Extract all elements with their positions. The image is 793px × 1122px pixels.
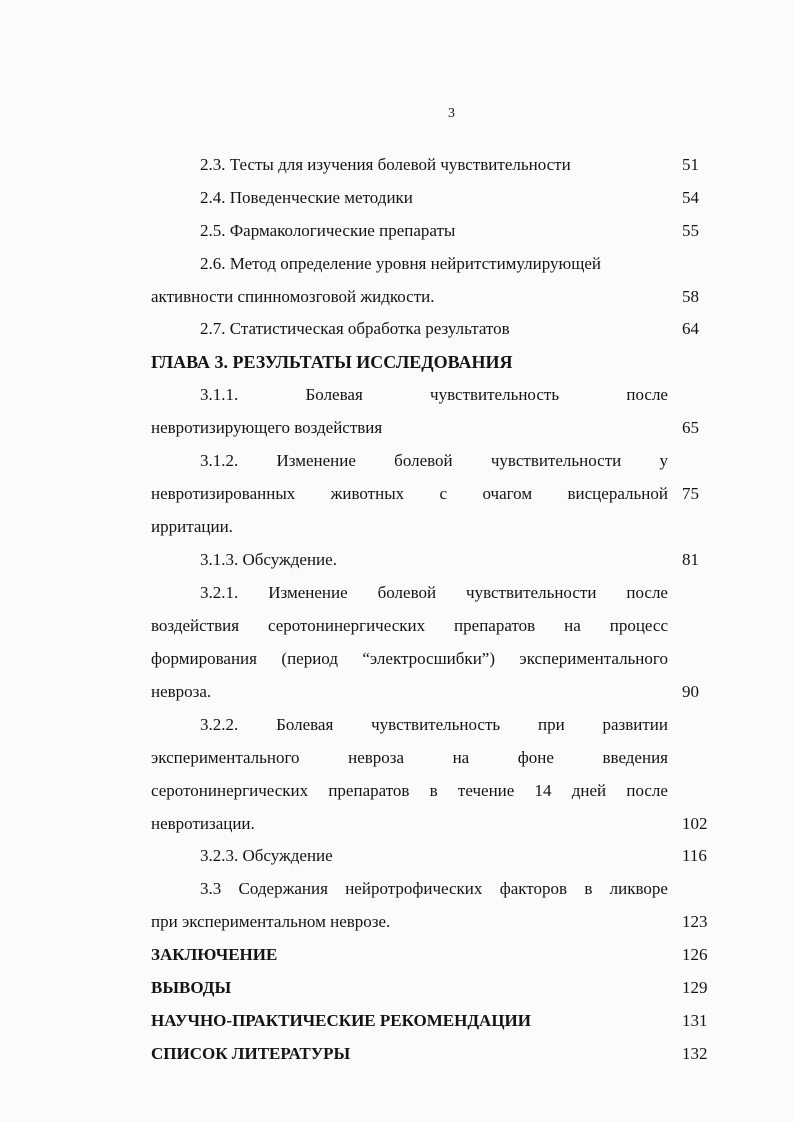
word: Изменение [268, 583, 348, 602]
word: процесс [609, 616, 668, 635]
toc-entry-2-7[interactable] [200, 316, 510, 342]
toc-entry-3-1-1-continuation [151, 415, 382, 441]
word: 3.2.2. [200, 715, 239, 734]
word: животных [330, 484, 405, 503]
toc-entry-2-3[interactable] [200, 152, 571, 178]
toc-entry-3-1-2-line2 [151, 481, 668, 507]
toc-entry-3-1-3[interactable] [200, 547, 337, 573]
toc-entry-3-2-2-continuation [151, 811, 255, 837]
word: Изменение [276, 451, 356, 470]
toc-entry-3-1-2-continuation [151, 514, 233, 540]
toc-page-number: 102 [682, 814, 708, 833]
word: очагом [482, 484, 533, 503]
word: болевой [394, 451, 453, 470]
toc-entry-3-3-continuation [151, 909, 390, 935]
word: невротизированных [151, 484, 296, 503]
toc-page-number: 131 [682, 1011, 708, 1030]
word: течение [457, 781, 515, 800]
word: 3.1.2. [200, 451, 239, 470]
toc-entry-3-2-2-line2 [151, 745, 668, 771]
toc-page-number: 81 [682, 550, 699, 569]
toc-entry-3-3[interactable] [200, 876, 668, 902]
word: формирования [151, 649, 257, 668]
toc-page-number: 132 [682, 1044, 708, 1063]
word: висцеральной [567, 484, 668, 503]
toc-page-number: 58 [682, 287, 699, 306]
toc-entry-text: 2.3. Тесты для изучения болевой чувствительности [200, 155, 571, 174]
toc-entry-text: 2.6. Метод определение уровня нейритстимулирующей [200, 254, 601, 273]
toc-entry-2-5[interactable] [200, 218, 455, 244]
word: экспериментального [151, 748, 300, 767]
toc-entry-3-2-1[interactable] [200, 580, 668, 606]
word: с [439, 484, 448, 503]
toc-entry-text: невротизирующего воздействия [151, 418, 383, 437]
toc-page-number: 54 [682, 188, 699, 207]
word: развитии [602, 715, 668, 734]
word: в [584, 879, 593, 898]
word: 3.3 [200, 879, 222, 898]
toc-page-number: 51 [682, 155, 699, 174]
toc-entry-2-6-continuation [151, 284, 435, 310]
word: 3.1.1. [200, 385, 239, 404]
toc-entry-text: ирритации. [151, 517, 233, 536]
toc-heading-text: ВЫВОДЫ [151, 978, 232, 997]
word: в [429, 781, 438, 800]
toc-entry-bibliography[interactable] [151, 1041, 350, 1067]
word: нейротрофических [345, 879, 483, 898]
toc-page-number: 90 [682, 682, 699, 701]
word: невроза [348, 748, 405, 767]
word: чувствительности [490, 451, 622, 470]
toc-entry-findings[interactable] [151, 975, 231, 1001]
word: серотонинергических [151, 781, 309, 800]
word: введения [602, 748, 668, 767]
toc-entry-3-2-1-line2 [151, 613, 668, 639]
toc-entry-recommendations[interactable] [151, 1008, 531, 1034]
word: серотонинергических [267, 616, 426, 635]
toc-page-number: 116 [682, 846, 707, 865]
word: у [659, 451, 668, 470]
toc-entry-conclusion[interactable] [151, 942, 277, 968]
toc-entry-text: 3.2.3. Обсуждение [200, 846, 333, 865]
toc-page-number: 123 [682, 912, 708, 931]
chapter-heading[interactable] [151, 349, 513, 375]
toc-entry-3-1-2[interactable] [200, 448, 668, 474]
word: болевой [377, 583, 437, 602]
toc-entry-text: 2.7. Статистическая обработка результатов [200, 319, 510, 338]
word: после [626, 385, 668, 404]
word: Болевая [305, 385, 363, 404]
word: чувствительность [430, 385, 560, 404]
page-number: 3 [448, 106, 455, 121]
toc-entry-3-1-1[interactable] [200, 382, 668, 408]
word: на [564, 616, 581, 635]
chapter-heading-text: ГЛАВА 3. РЕЗУЛЬТАТЫ ИССЛЕДОВАНИЯ [151, 352, 513, 372]
toc-page-number: 126 [682, 945, 708, 964]
toc-page-number: 65 [682, 418, 699, 437]
toc-entry-text: 2.4. Поведенческие методики [200, 188, 413, 207]
word: ликворе [609, 879, 668, 898]
toc-heading-text: СПИСОК ЛИТЕРАТУРЫ [151, 1044, 351, 1063]
toc-entry-2-6[interactable] [200, 251, 601, 277]
toc-page-number: 64 [682, 319, 699, 338]
toc-page-number: 129 [682, 978, 708, 997]
toc-entry-3-2-3[interactable] [200, 843, 333, 869]
toc-entry-text: невротизации. [151, 814, 255, 833]
toc-entry-text: 2.5. Фармакологические препараты [200, 221, 456, 240]
word: препаратов [454, 616, 536, 635]
word: экспериментального [519, 649, 668, 668]
toc-entry-text: 3.1.3. Обсуждение. [200, 550, 337, 569]
word: “электросшибки”) [362, 649, 495, 668]
word: дней [571, 781, 607, 800]
word: Содержания [238, 879, 328, 898]
word: фоне [517, 748, 554, 767]
word: факторов [499, 879, 568, 898]
toc-page-number: 75 [682, 484, 699, 503]
word: препаратов [328, 781, 410, 800]
toc-entry-3-2-2-line3 [151, 778, 668, 804]
word: воздействия [151, 616, 240, 635]
word: Болевая [276, 715, 334, 734]
word: при [537, 715, 565, 734]
word: после [626, 583, 668, 602]
word: на [452, 748, 470, 767]
toc-entry-text: активности спинномозговой жидкости. [151, 287, 435, 306]
toc-entry-3-2-1-line3 [151, 646, 668, 672]
toc-entry-3-2-1-continuation [151, 679, 211, 705]
word: чувствительность [371, 715, 501, 734]
word: 3.2.1. [200, 583, 239, 602]
word: 14 [534, 781, 552, 800]
toc-heading-text: ЗАКЛЮЧЕНИЕ [151, 945, 278, 964]
toc-entry-text: при экспериментальном неврозе. [151, 912, 391, 931]
toc-heading-text: НАУЧНО-ПРАКТИЧЕСКИЕ РЕКОМЕНДАЦИИ [151, 1011, 531, 1030]
toc-entry-text: невроза. [151, 682, 212, 701]
toc-entry-3-2-2[interactable] [200, 712, 668, 738]
toc-page-number: 55 [682, 221, 699, 240]
word: после [626, 781, 668, 800]
word: чувствительности [466, 583, 597, 602]
word: (период [281, 649, 338, 668]
toc-entry-2-4[interactable] [200, 185, 413, 211]
